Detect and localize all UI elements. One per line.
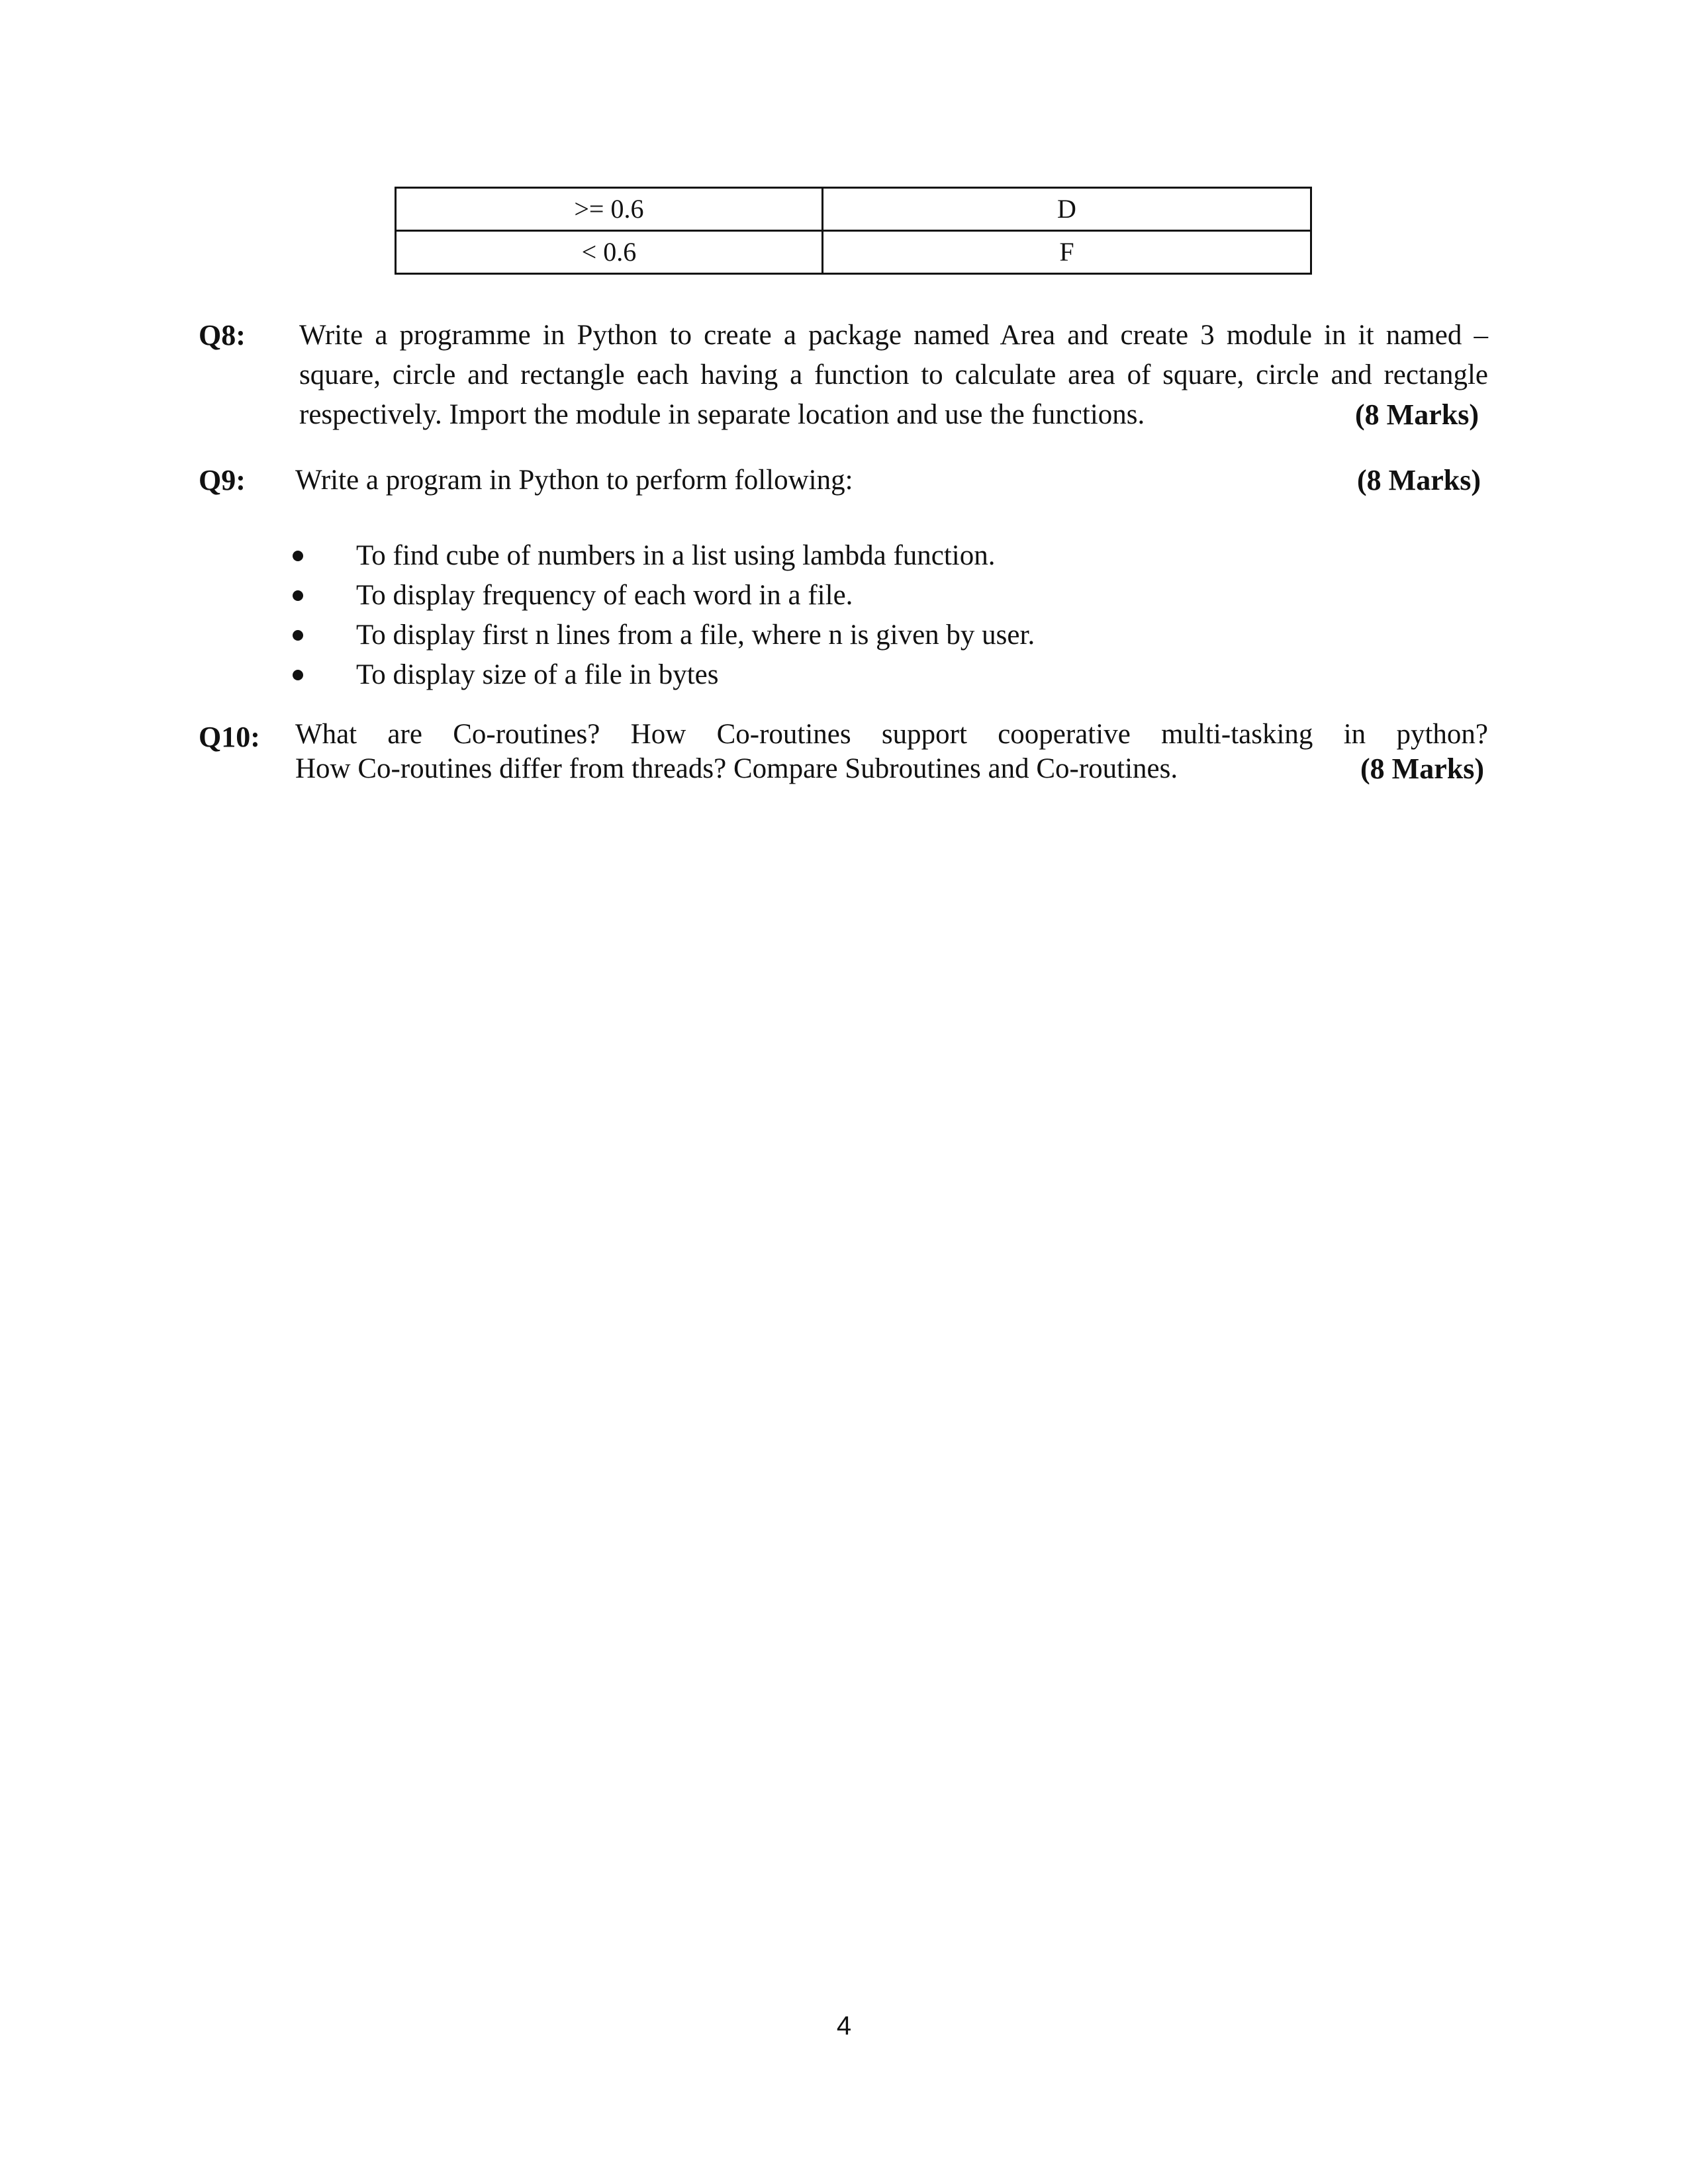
- question-text-line: [295, 752, 1484, 786]
- page-number: 4: [836, 2011, 852, 2040]
- question-label-q9: Q9:: [199, 464, 246, 496]
- table-cell-range: < 0.6: [396, 231, 823, 274]
- table-row: [396, 188, 1311, 231]
- question-body-q9: [295, 461, 1488, 500]
- question-body-q8: [299, 316, 1488, 435]
- task-list: [289, 536, 1035, 695]
- question-text: How Co-routines differ from threads? Compare Subroutines and Co-routines.: [295, 753, 1178, 784]
- bullet-icon: [293, 630, 303, 641]
- question-text: Write a program in Python to perform following:: [295, 465, 853, 496]
- marks-label: (8 Marks): [1355, 398, 1479, 431]
- list-item-text: To display size of a file in bytes: [356, 659, 719, 690]
- question-text: respectively. Import the module in separate location and use the functions.: [299, 399, 1145, 430]
- table-cell-grade: F: [822, 231, 1311, 274]
- question-label-q10: Q10:: [199, 721, 260, 753]
- question-text-line: [295, 461, 1481, 500]
- list-item-text: To display first n lines from a file, where n is given by user.: [356, 619, 1035, 651]
- question-body-q10: [295, 717, 1488, 786]
- question-text-line: square, circle and rectangle each having a function to calculate area of square, circle and rectangle: [299, 359, 1488, 390]
- table-cell-range: >= 0.6: [396, 188, 823, 231]
- list-item-text: To display frequency of each word in a file.: [356, 580, 853, 611]
- table-row: [396, 231, 1311, 274]
- list-item-text: To find cube of numbers in a list using lambda function.: [356, 540, 996, 571]
- marks-label: (8 Marks): [1360, 752, 1484, 785]
- table-cell-grade: D: [822, 188, 1311, 231]
- bullet-icon: [293, 551, 303, 561]
- bullet-icon: [293, 670, 303, 680]
- question-text-line: Write a programme in Python to create a package named Area and create 3 module in it named –: [299, 320, 1488, 351]
- bullet-icon: [293, 590, 303, 601]
- list-item: [289, 576, 1035, 615]
- list-item: [289, 536, 1035, 576]
- marks-label: (8 Marks): [1357, 464, 1481, 496]
- list-item: [289, 655, 1035, 695]
- grade-table: [395, 187, 1312, 275]
- question-text-line: What are Co-routines? How Co-routines support cooperative multi-tasking in python?: [295, 719, 1488, 750]
- question-label-q8: Q8:: [199, 319, 246, 351]
- list-item: [289, 615, 1035, 655]
- question-text-line: [299, 395, 1479, 435]
